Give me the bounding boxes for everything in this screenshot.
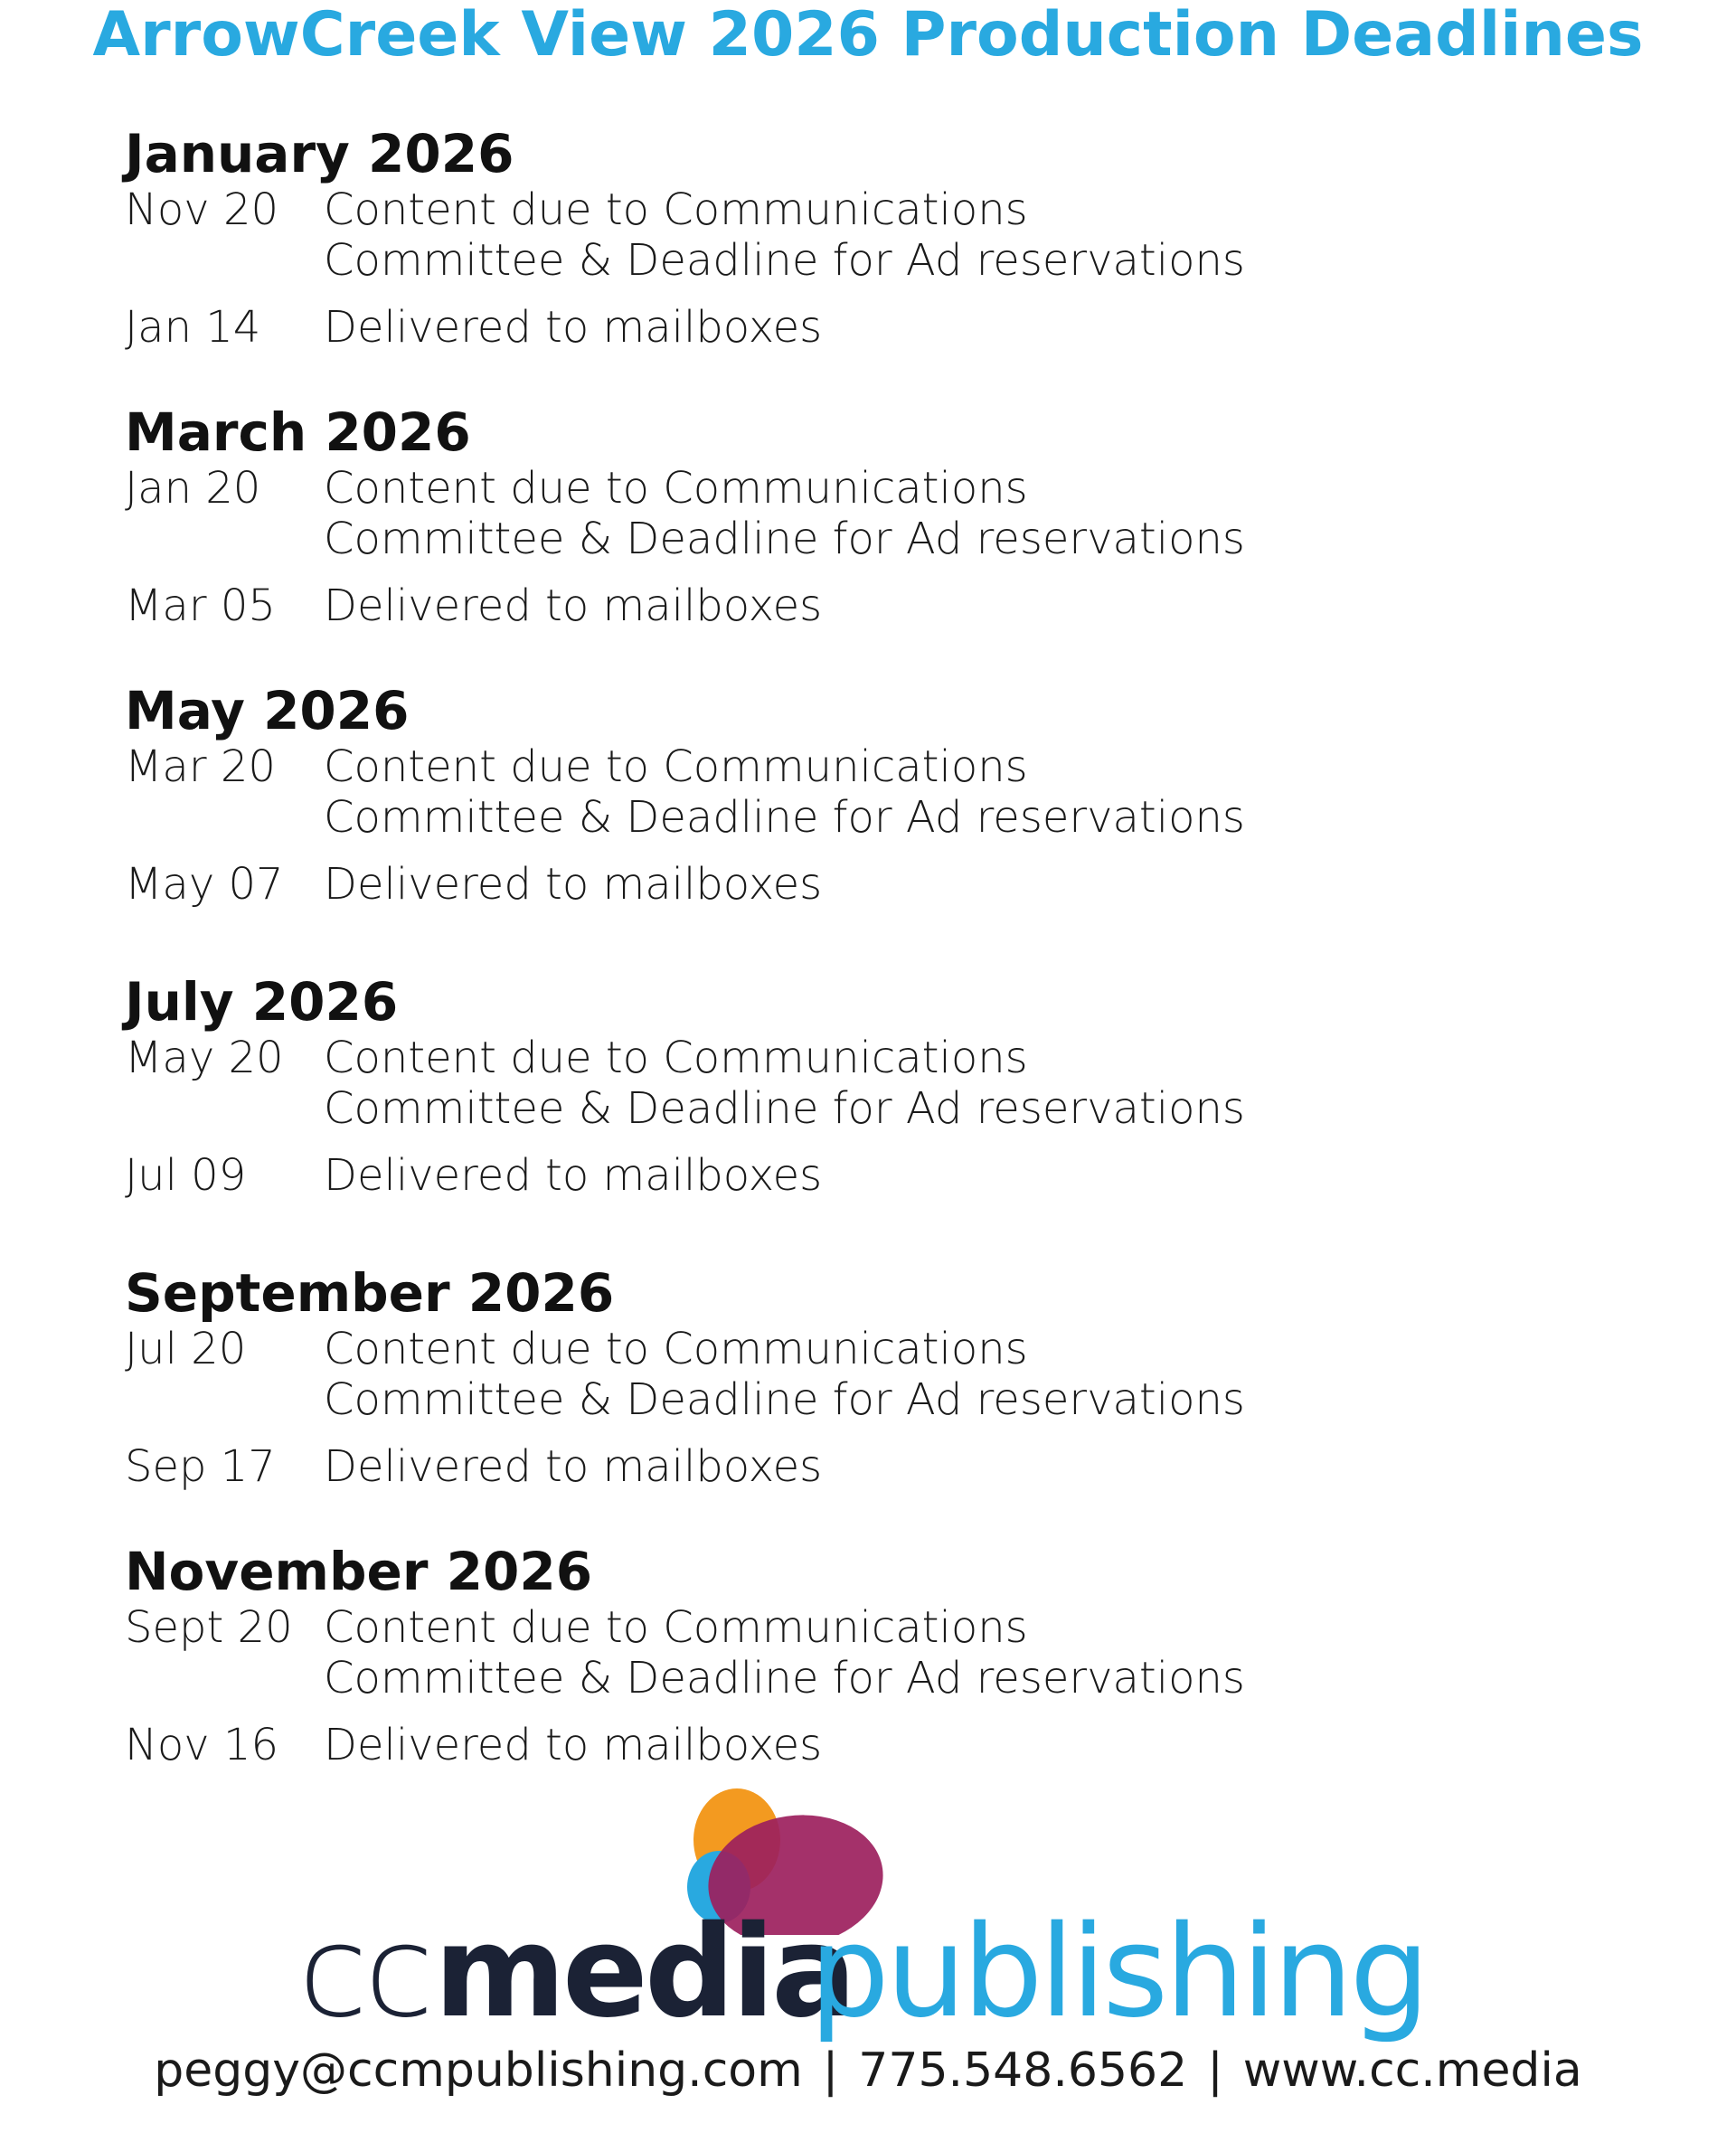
due-date: Mar 20: [125, 741, 276, 792]
due-description: Content due to Communications Committee & Deadline for Ad reservations: [324, 1324, 1245, 1425]
delivery-description: Delivered to mailboxes: [324, 1720, 823, 1770]
delivery-description: Delivered to mailboxes: [324, 1150, 823, 1201]
delivery-description: Delivered to mailboxes: [324, 580, 823, 631]
delivery-description: Delivered to mailboxes: [324, 859, 823, 910]
schedule-section-july: [125, 966, 1662, 1237]
due-date: Jul 20: [125, 1324, 247, 1374]
delivery-date: May 07: [125, 859, 284, 910]
page-title: ArrowCreek View 2026 Production Deadlines: [92, 0, 1644, 71]
contact-separator: |: [1207, 2043, 1223, 2098]
delivery-date: Mar 05: [125, 580, 276, 631]
delivery-date: Jan 14: [125, 302, 261, 353]
schedule-section-january: [125, 118, 1662, 389]
schedule-section-november: [125, 1535, 1662, 1807]
due-date: May 20: [125, 1033, 284, 1083]
delivery-description: Delivered to mailboxes: [324, 1441, 823, 1492]
section-month-heading: November 2026: [125, 1541, 593, 1602]
contact-email[interactable]: peggy@ccmpublishing.com: [154, 2043, 803, 2098]
delivery-date: Sep 17: [125, 1441, 276, 1492]
schedule-section-september: [125, 1257, 1662, 1528]
due-description: Content due to Communications Committee & Deadline for Ad reservations: [324, 1033, 1245, 1134]
due-description: Content due to Communications Committee & Deadline for Ad reservations: [324, 184, 1245, 286]
contact-line: [0, 2042, 1736, 2100]
contact-separator: |: [822, 2043, 839, 2098]
due-date: Sept 20: [125, 1602, 293, 1653]
logo-word-publishing: publishing: [809, 1899, 1427, 2046]
section-month-heading: September 2026: [125, 1262, 615, 1324]
contact-website[interactable]: www.cc.media: [1242, 2043, 1582, 2098]
contact-phone[interactable]: 775.548.6562: [858, 2043, 1188, 2098]
section-month-heading: July 2026: [125, 971, 399, 1033]
logo-wordmark: [298, 1899, 1438, 2046]
section-month-heading: January 2026: [125, 123, 514, 184]
delivery-date: Jul 09: [125, 1150, 247, 1201]
delivery-date: Nov 16: [125, 1720, 279, 1770]
due-date: Nov 20: [125, 184, 279, 235]
logo-word-media: media: [434, 1899, 854, 2046]
due-description: Content due to Communications Committee & Deadline for Ad reservations: [324, 741, 1245, 843]
section-month-heading: March 2026: [125, 401, 471, 463]
schedule-section-march: [125, 396, 1662, 667]
section-month-heading: May 2026: [125, 680, 410, 741]
delivery-description: Delivered to mailboxes: [324, 302, 823, 353]
due-description: Content due to Communications Committee & Deadline for Ad reservations: [324, 1602, 1245, 1703]
schedule-section-may: [125, 675, 1662, 946]
due-date: Jan 20: [125, 463, 261, 514]
logo-word-cc: cc: [298, 1899, 430, 2046]
due-description: Content due to Communications Committee & Deadline for Ad reservations: [324, 463, 1245, 564]
